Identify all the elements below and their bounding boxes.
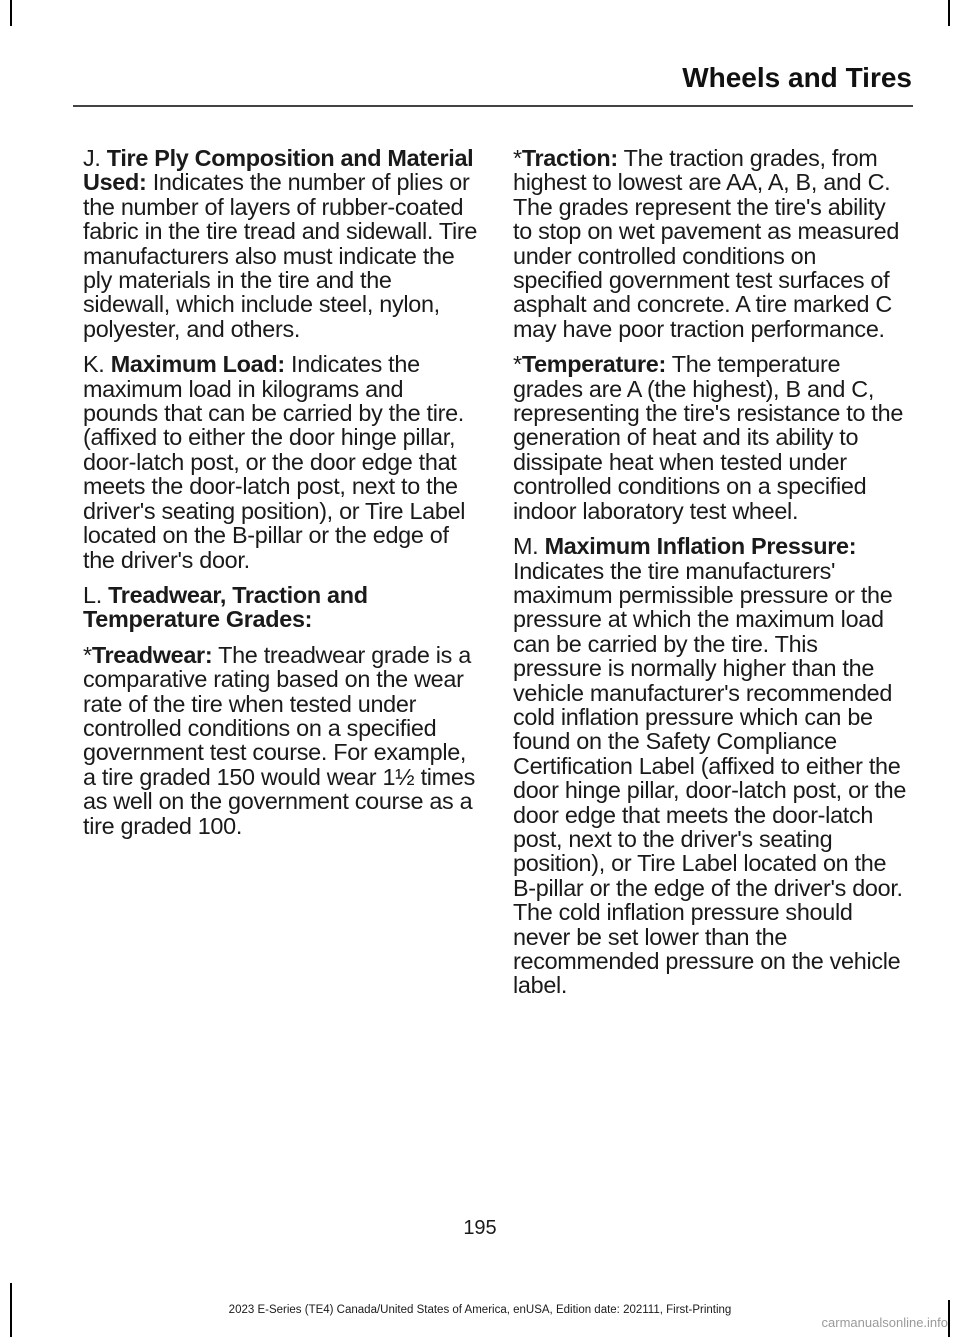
term-heading: Traction: <box>521 145 618 171</box>
header-divider <box>73 105 913 107</box>
paragraph-max-inflation <box>513 534 908 998</box>
item-prefix: L. <box>83 581 109 608</box>
left-column <box>83 146 478 849</box>
crop-mark-top-right <box>948 0 950 26</box>
page-title: Wheels and Tires <box>682 62 912 93</box>
term-description: Indicates the maximum load in kilograms and pounds that can be carried by the tire. (affixed to either the door hinge pillar, door-latch post, or the door edge that meets the door-latch post, next to the driver's seating position), or Tire Label located on the B-pillar or the edge of the driver's door. <box>83 351 466 573</box>
term-heading: Maximum Load: <box>110 351 285 378</box>
right-column <box>513 146 908 1009</box>
paragraph-temperature <box>513 352 908 523</box>
crop-mark-top-left <box>10 0 12 26</box>
term-heading: Treadwear, Traction and Temperature Grades: <box>83 581 368 633</box>
item-prefix: * <box>83 641 92 668</box>
paragraph-traction <box>513 146 908 341</box>
paragraph-utqg-heading <box>83 583 478 632</box>
term-heading: Temperature: <box>521 351 666 378</box>
item-prefix: M. <box>513 533 545 560</box>
term-description: The traction grades, from highest to lowest are AA, A, B, and C. The grades represent the tire's ability to stop on wet pavement as measured under controlled conditions on specified government test surfaces of asphalt and concrete. A tire marked C may have poor traction performance. <box>513 145 900 342</box>
term-heading: Treadwear: <box>91 641 213 668</box>
term-description: Indicates the number of plies or the number of layers of rubber-coated fabric in the tire tread and sidewall. Tire manufacturers also must indicate the ply materials in the tire and the sidewall, which include steel, nylon, polyester, and others. <box>83 169 478 342</box>
item-prefix: * <box>513 351 522 378</box>
item-prefix: * <box>513 145 522 171</box>
paragraph-treadwear <box>83 643 478 838</box>
term-description: The temperature grades are A (the highest), B and C, representing the tire's resistance to the generation of heat and its ability to dissipate heat when tested under controlled conditions on a specified indoor laboratory test wheel. <box>513 351 904 524</box>
item-prefix: J. <box>83 145 107 171</box>
page-number: 195 <box>463 1217 497 1239</box>
footer-edition-info: 2023 E-Series (TE4) Canada/United States of America, enUSA, Edition date: 202111, First-Printing <box>228 1304 732 1316</box>
watermark: carmanualsonline.info <box>821 1315 948 1330</box>
item-prefix: K. <box>83 351 111 378</box>
paragraph-maximum-load <box>83 352 478 572</box>
term-description: The treadwear grade is a comparative rating based on the wear rate of the tire when tested under controlled conditions on a specified government test course. For example, a tire graded 150 would wear 1½ times as well on the government course as a tire graded 100. <box>83 641 475 839</box>
term-heading: Tire Ply Composition and Material Used: <box>83 145 474 196</box>
term-description: Indicates the tire manufacturers' maximum permissible pressure or the pressure at which the maximum load can be carried by the tire. This pressure is normally higher than the vehicle manufacturer's recommended cold inflation pressure which can be found on the Safety Compliance Certification Label (affixed to either the door hinge pillar, door-latch post, or the door edge that meets the door-latch post, next to the driver's seating position), or Tire Label located on the B-pillar or the edge of the driver's door. The cold inflation pressure should never be set lower than the recommended pressure on the vehicle label. <box>513 557 907 999</box>
paragraph-ply-composition <box>83 146 478 341</box>
term-heading: Maximum Inflation Pressure: <box>544 533 857 560</box>
